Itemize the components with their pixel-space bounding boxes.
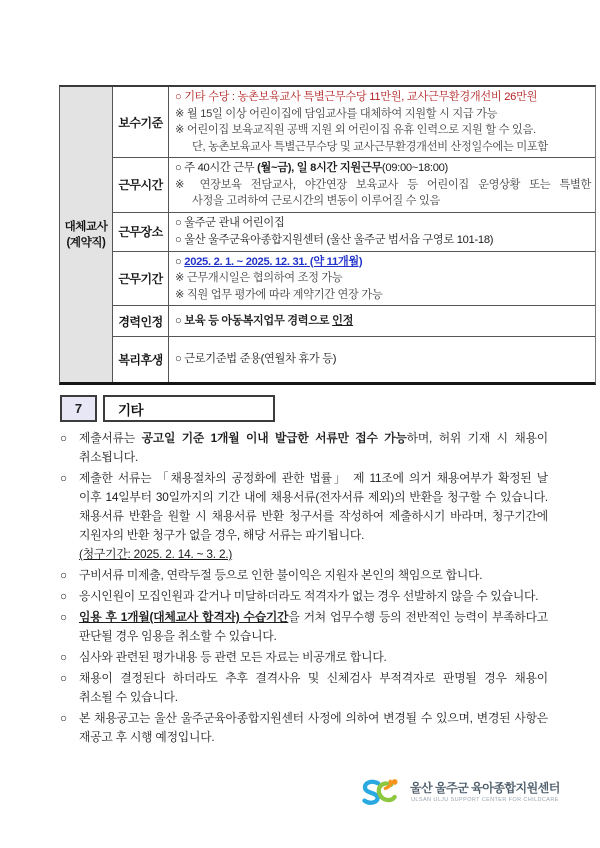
table-row xyxy=(113,336,595,382)
bullet-item xyxy=(60,587,548,606)
text-segment: 공고일 기준 1개월 이내 발급한 서류만 접수 가능 xyxy=(141,431,407,445)
text-line xyxy=(79,648,548,667)
section-number-box xyxy=(60,395,97,422)
job-spec-table xyxy=(59,85,596,385)
row-content xyxy=(169,213,595,251)
text-line xyxy=(79,429,548,448)
text-segment: ※ 어린이집 보육교직원 공백 지원 외 어린이집 유휴 인력으로 지원 할 수 있음. xyxy=(175,124,536,136)
bullet-marker: ○ xyxy=(60,568,67,582)
row-label: 경력인정 xyxy=(113,306,169,336)
text-segment: 판단될 경우 임용을 취소할 수 있습니다. xyxy=(79,629,277,643)
text-line xyxy=(79,448,548,467)
text-segment: 채용서류 반환을 원할 시 채용서류 반환 청구서를 작성하여 제출하시기 바라며, 청구기간에 xyxy=(79,509,548,523)
row-content xyxy=(169,87,595,157)
bullet-item xyxy=(60,669,548,707)
text-line xyxy=(79,669,548,688)
row-content xyxy=(169,306,595,336)
text-line xyxy=(175,139,591,156)
section-title: 기타 xyxy=(118,402,144,418)
text-segment: 제출서류는 xyxy=(79,431,142,445)
text-line xyxy=(175,232,591,249)
bullet-marker: ○ xyxy=(60,650,67,664)
text-line xyxy=(175,254,591,271)
text-segment: 을 거쳐 업무수행 등의 전반적인 능력이 부족하다고 xyxy=(288,610,548,624)
text-segment: 취소됩니다. xyxy=(79,450,139,464)
text-line xyxy=(175,270,591,287)
text-segment: 지원자의 반환 청구가 없을 경우, 해당 서류는 파기됩니다. xyxy=(79,528,365,542)
text-segment: ○ 울주군 관내 어린이집 xyxy=(175,217,285,229)
text-segment: ※ 월 15일 이상 어린이집에 담임교사를 대체하여 지원할 시 지급 가능 xyxy=(175,107,498,120)
text-segment: ※ 직원 업무 평가에 따라 계약기간 연장 가능 xyxy=(175,288,383,301)
text-segment: (청구기간: 2025. 2. 14. ~ 3. 2.) xyxy=(79,547,233,561)
text-segment: 채용이 결정된다 하더라도 추후 결격사유 및 신체검사 부적격자로 판명될 경우 채용이 xyxy=(79,671,548,685)
table-row xyxy=(113,251,595,306)
text-line xyxy=(79,688,548,707)
text-segment: 본 채용공고는 울산 울주군육아종합지원센터 사정에 의하여 변경될 수 있으며, 변경된 사항은 xyxy=(79,711,548,725)
text-segment: 하며, 허위 기재 시 채용이 xyxy=(406,431,548,445)
row-label: 복리후생 xyxy=(113,337,169,382)
section-number: 7 xyxy=(74,401,83,416)
table-row xyxy=(113,87,595,157)
text-line xyxy=(175,193,591,210)
org-name: 울산 울주군 육아종합지원센터 xyxy=(410,780,560,795)
row-label: 근무장소 xyxy=(113,213,169,251)
bullet-item xyxy=(60,429,548,467)
text-segment: ○ 근로기준법 준용(연월차 휴가 등) xyxy=(175,353,337,366)
text-line xyxy=(175,351,591,368)
bullet-marker: ○ xyxy=(60,671,67,685)
text-segment: ○ xyxy=(175,314,185,327)
org-logo-text xyxy=(410,781,560,804)
text-line xyxy=(79,507,548,526)
text-line xyxy=(175,89,591,106)
notes-list xyxy=(60,429,548,749)
org-logo-icon xyxy=(358,774,404,810)
bullet-marker: ○ xyxy=(60,711,67,725)
text-line xyxy=(79,608,548,627)
text-segment: 단, 농촌보육교사 특별근무수당 및 교사근무환경개선비 산정일수에는 미포함 xyxy=(192,140,548,153)
text-segment: 이후 14일부터 30일까지의 기간 내에 채용서류(전자서류 제외)의 반환을 청구할 수 있습니다. xyxy=(79,490,548,504)
text-segment: 사정을 고려하여 근로시간의 변동이 이루어질 수 있음 xyxy=(192,195,441,207)
row-label: 근무기간 xyxy=(113,252,169,306)
text-line xyxy=(79,469,548,488)
table-rows-container xyxy=(113,87,595,382)
table-row xyxy=(113,157,595,212)
bullet-item xyxy=(60,469,548,564)
bullet-item xyxy=(60,648,548,667)
text-line xyxy=(175,177,591,194)
row-content xyxy=(169,337,595,382)
text-line xyxy=(175,313,591,330)
table-group-header xyxy=(60,87,113,382)
text-line xyxy=(79,627,548,646)
text-line xyxy=(79,587,548,606)
org-subtitle: ULSAN ULJU SUPPORT CENTER FOR CHILDCARE xyxy=(411,796,559,803)
row-content xyxy=(169,252,595,306)
text-segment: 2025. 2. 1. ~ 2025. 12. 31. (약 11개월) xyxy=(184,255,363,268)
bullet-item xyxy=(60,608,548,646)
bullet-marker: ○ xyxy=(60,610,67,624)
group-label-line1: 대체교사 xyxy=(64,220,108,233)
text-segment: ○ 주 40시간 근무 xyxy=(175,162,258,174)
text-line xyxy=(79,709,548,728)
bullet-marker: ○ xyxy=(60,589,67,603)
text-segment: ※ 연장보육 전담교사, 야간연장 보육교사 등 어린이집 운영상황 또는 특별한 xyxy=(175,178,591,191)
text-segment: 제출한 서류는 「채용절차의 공정화에 관한 법률」 제 11조에 의거 채용여부가 확정된 날 xyxy=(79,471,548,485)
text-segment: ○ 울산 울주군육아종합지원센터 (울산 울주군 범서읍 구영로 101-18) xyxy=(175,233,494,246)
bullet-marker: ○ xyxy=(60,471,67,485)
text-line xyxy=(175,122,591,139)
group-label-line2: (계약직) xyxy=(66,236,106,249)
bullet-item xyxy=(60,566,548,585)
text-line xyxy=(79,545,548,564)
text-segment: 응시인원이 모집인원과 같거나 미달하더라도 적격자가 없는 경우 선발하지 않을 수 있습니다. xyxy=(79,589,539,603)
table-row xyxy=(113,212,595,251)
text-segment: ○ 기타 수당 : 농촌보육교사 특별근무수당 11만원, 교사근무환경개선비 26만원 xyxy=(175,91,538,103)
table-row xyxy=(113,305,595,336)
text-segment: 재공고 후 시행 예정입니다. xyxy=(79,730,215,744)
text-line xyxy=(79,488,548,507)
bullet-item xyxy=(60,709,548,747)
text-segment: (월~금), 일 8시간 지원근무 xyxy=(257,162,382,174)
text-segment: (09:00~18:00) xyxy=(381,162,448,174)
text-line xyxy=(175,215,591,232)
text-segment: 구비서류 미제출, 연락두절 등으로 인한 불이익은 지원자 본인의 책임으로 합니다. xyxy=(79,568,483,582)
section-title-box xyxy=(103,395,275,422)
row-label: 근무시간 xyxy=(113,158,169,212)
text-line xyxy=(175,160,591,177)
text-segment: 임용 후 1개월(대체교사 합격자) 수습기간 xyxy=(79,610,289,624)
text-segment: ○ xyxy=(175,255,185,268)
text-segment: 보육 등 아동복지업무 경력으로 xyxy=(184,314,333,327)
row-label: 보수기준 xyxy=(113,87,169,157)
text-segment: 인정 xyxy=(332,314,354,327)
text-segment: 심사와 관련된 평가내용 등 관련 모든 자료는 비공개로 합니다. xyxy=(79,650,387,664)
text-segment: 취소될 수 있습니다. xyxy=(79,690,178,704)
bullet-marker: ○ xyxy=(60,431,67,445)
text-line xyxy=(79,526,548,545)
text-line xyxy=(175,106,591,123)
org-logo xyxy=(358,774,560,810)
text-line xyxy=(175,287,591,304)
text-line xyxy=(79,566,548,585)
text-segment: ※ 근무개시일은 협의하여 조정 가능 xyxy=(175,272,343,284)
row-content xyxy=(169,158,595,212)
text-line xyxy=(79,728,548,747)
